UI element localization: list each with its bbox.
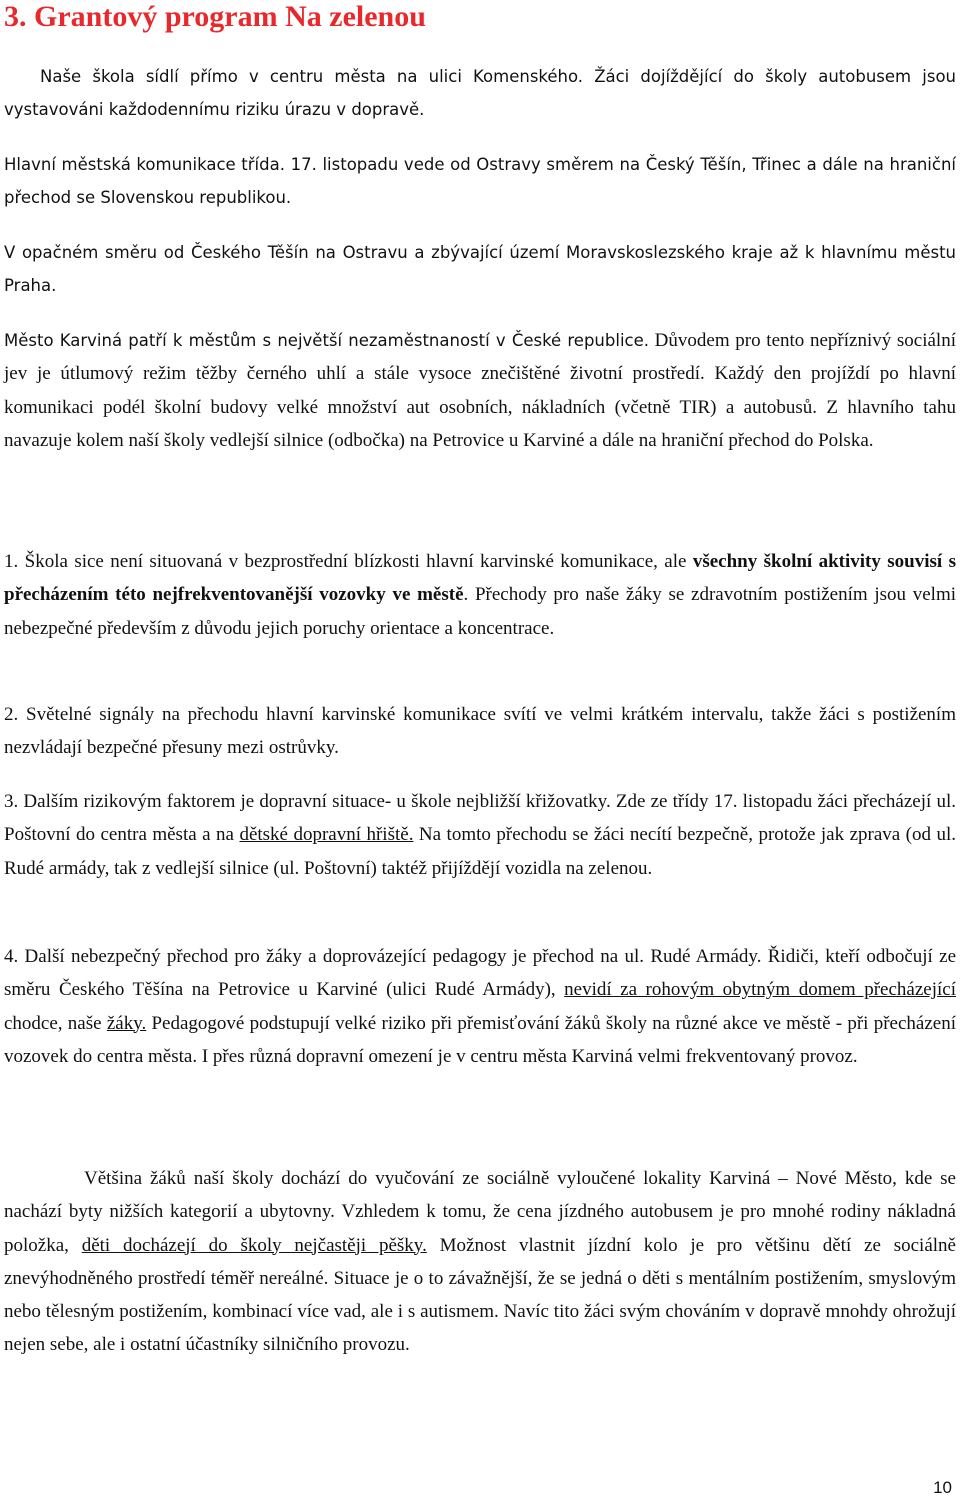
point-1-rest: . Přechody pro naše žáky se zdravotním postižením jsou velmi nebezpečné především z důvodu jejich poruchy orientace a koncentrace. — [4, 584, 957, 639]
point-3-text: 3. Dalším rizikovým faktorem je dopravní situace- u škole nejbližší křižovatky. Zde ze třídy 17. listopadu žáci přecházejí ul. Poštovní do centra města a na — [4, 791, 956, 846]
pupils-underlined: děti docházejí do školy nejčastěji pěšky. — [81, 1234, 427, 1256]
page-number: 10 — [933, 1478, 952, 1497]
point-1-text: 1. Škola sice není situovaná v bezprostřední blízkosti hlavní karvinské komunikace, ale — [4, 551, 693, 572]
point-1-bold: všechny školní aktivity souvisí s přecházením této nejfrekventovanější vozovky ve městě — [4, 551, 956, 606]
section-heading: 3. Grantový program Na zelenou — [4, 0, 426, 33]
paragraph-main-road: Hlavní městská komunikace třída. 17. listopadu vede od Ostravy směrem na Český Těšín, Třinec a dále na hraniční přechod se Slovenskou republikou. — [4, 155, 956, 208]
point-4-middle: chodce, naše — [4, 1012, 107, 1034]
pupils-rest: Možnost vlastnit jízdní kolo je pro většinu dětí ze sociálně znevýhodněného prostředí téměř nereálné. Situace je o to závažnější, že se jedná o děti s mentálním postižením, smyslovým nebo tělesným postižením, kombinací více vad, ale i s autismem. Navíc tito žáci svým chováním v dopravě mnohdy ohrožují nejen sebe, ale i ostatní účastníky silničního provozu. — [4, 1234, 956, 1356]
point-4-underlined: nevidí za rohovým obytným domem přecházející — [564, 979, 956, 1001]
paragraph-karvina — [4, 324, 956, 457]
paragraph-point-1 — [4, 545, 956, 645]
point-3-underlined: dětské dopravní hřiště. — [239, 824, 414, 846]
paragraph-location: Naše škola sídlí přímo v centru města na ulici Komenského. Žáci dojíždějící do školy autobusem jsou vystavováni každodennímu riziku úrazu v dopravě. — [4, 67, 956, 120]
paragraph-pupils — [4, 1162, 956, 1362]
pupils-text: Většina žáků naší školy dochází do vyučování ze sociálně vyloučené lokality Karviná – Nové Město, kde se nachází byty nižších kategorií a ubytovny. Vzhledem k tomu, že cena jízdného autobusem je pro mnohé rodiny nákladná položka, — [4, 1168, 956, 1256]
point-4-rest: Pedagogové podstupují velké riziko při přemisťování žáků školy na různé akce ve městě - při přecházení vozovek do centra města. I přes různá dopravní omezení je v centru města Karviná velmi frekventovaný provoz. — [4, 1012, 956, 1067]
paragraph-opposite-direction: V opačném směru od Českého Těšín na Ostravu a zbývající území Moravskoslezského kraje až k hlavnímu městu Praha. — [4, 243, 956, 296]
point-4-underlined-2: žáky. — [106, 1012, 147, 1034]
paragraph-point-4 — [4, 940, 956, 1073]
point-4-text: 4. Další nebezpečný přechod pro žáky a doprovázející pedagogy je přechod na ul. Rudé Armády. Řidiči, kteří odbočují ze směru Českého Těšína na Petrovice u Karviné (ulici Rudé Armády), — [4, 946, 956, 1001]
paragraph-point-2: 2. Světelné signály na přechodu hlavní karvinské komunikace svítí ve velmi krátkém intervalu, takže žáci s postižením nezvládají bezpečné přesuny mezi ostrůvky. — [4, 704, 956, 759]
paragraph-karvina-body: Důvodem pro tento nepříznivý sociální jev je útlumový režim těžby černého uhlí a stále vysoce znečištěné životní prostředí. Každý den projíždí po hlavní komunikaci podél školní budovy velké množství aut osobních, nákladních (včetně TIR) a autobusů. Z hlavního tahu navazuje kolem naší školy vedlejší silnice (odbočka) na Petrovice u Karviné a dále na hraniční přechod do Polska. — [4, 330, 956, 451]
paragraph-point-3 — [4, 785, 956, 885]
point-3-rest: Na tomto přechodu se žáci necítí bezpečně, protože jak zprava (od ul. Rudé armády, tak z vedlejší silnice (ul. Poštovní) taktéž přijíždějí vozidla na zelenou. — [4, 824, 957, 879]
paragraph-karvina-lead: Město Karviná patří k městům s největší nezaměstnaností v České republice. — [4, 331, 649, 350]
